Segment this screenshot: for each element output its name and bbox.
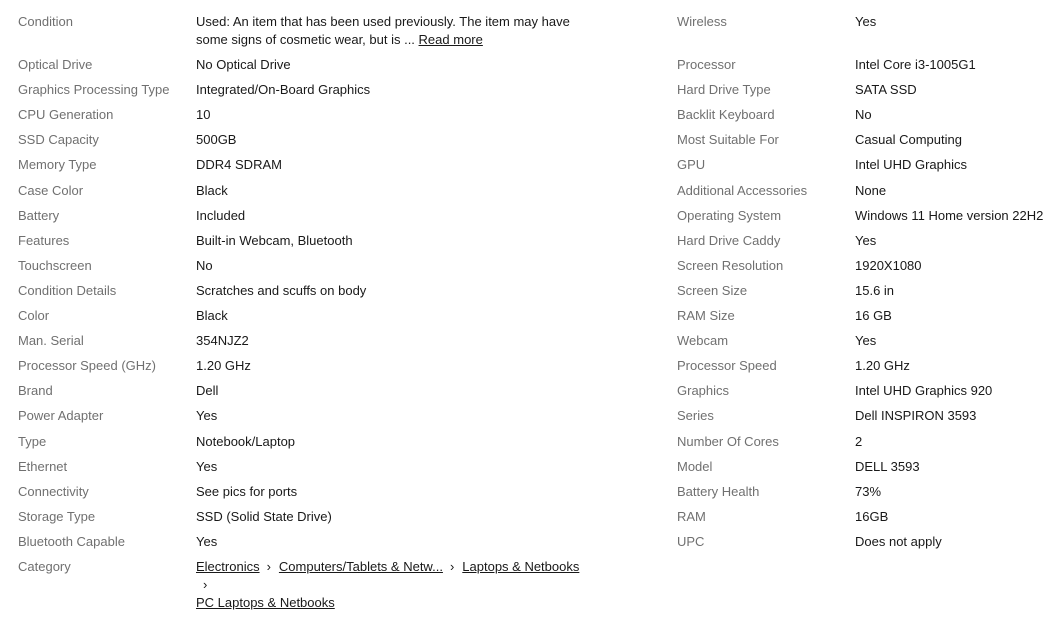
spec-value-text: 16 GB bbox=[855, 308, 892, 324]
spec-row-backlit-keyboard bbox=[677, 106, 1054, 124]
spec-label: Operating System bbox=[677, 207, 782, 223]
breadcrumb-link-pc-laptops-netbooks[interactable]: PC Laptops & Netbooks bbox=[196, 594, 335, 610]
spec-value bbox=[855, 13, 876, 31]
spec-label: Memory Type bbox=[18, 157, 97, 173]
spec-row-memory-type bbox=[18, 156, 658, 174]
spec-value bbox=[196, 508, 596, 526]
breadcrumb-link-laptops-netbooks[interactable]: Laptops & Netbooks bbox=[462, 558, 580, 574]
spec-value bbox=[196, 533, 596, 551]
spec-value-text: No Optical Drive bbox=[196, 57, 291, 73]
spec-label: RAM bbox=[677, 508, 706, 524]
spec-row-condition-details bbox=[18, 282, 658, 300]
spec-row-type bbox=[18, 433, 658, 451]
spec-label: Series bbox=[677, 408, 714, 424]
spec-row-processor-speed-ghz bbox=[18, 357, 658, 375]
chevron-right-icon: › bbox=[203, 576, 208, 592]
spec-label: Webcam bbox=[677, 333, 729, 349]
spec-value-text: Intel UHD Graphics 920 bbox=[855, 383, 993, 399]
spec-label: Wireless bbox=[677, 14, 727, 29]
spec-label: Additional Accessories bbox=[677, 182, 808, 198]
spec-label: Man. Serial bbox=[18, 333, 84, 349]
spec-row-ethernet bbox=[18, 458, 658, 476]
spec-value-text: 1.20 GHz bbox=[196, 358, 251, 374]
spec-value bbox=[855, 533, 942, 551]
spec-value bbox=[196, 232, 596, 250]
spec-value bbox=[855, 332, 876, 350]
spec-value-text: Dell INSPIRON 3593 bbox=[855, 408, 977, 424]
spec-value-text: Notebook/Laptop bbox=[196, 433, 296, 449]
spec-row-screen-resolution bbox=[677, 257, 1054, 275]
chevron-right-icon: › bbox=[266, 558, 271, 574]
spec-row-ram-size bbox=[677, 307, 1054, 325]
spec-value bbox=[196, 182, 596, 200]
spec-row-man-serial bbox=[18, 332, 658, 350]
spec-value bbox=[196, 382, 596, 400]
spec-row-connectivity bbox=[18, 483, 658, 501]
spec-row-power-adapter bbox=[18, 407, 658, 425]
spec-row-operating-system bbox=[677, 207, 1054, 225]
spec-label: Case Color bbox=[18, 182, 84, 198]
spec-value-text: Windows 11 Home version 22H2 bbox=[855, 207, 1044, 223]
spec-value-text: 500GB bbox=[196, 132, 237, 148]
spec-value bbox=[855, 483, 881, 501]
spec-value-text: Yes bbox=[196, 458, 218, 474]
spec-row-case-color bbox=[18, 182, 658, 200]
spec-value-text: Yes bbox=[196, 533, 218, 549]
spec-value bbox=[855, 508, 888, 526]
spec-row-condition bbox=[18, 13, 658, 49]
spec-value-text: Integrated/On-Board Graphics bbox=[196, 82, 371, 98]
spec-label: Touchscreen bbox=[18, 257, 92, 273]
spec-row-gpu bbox=[677, 156, 1054, 174]
spec-label: Battery Health bbox=[677, 483, 760, 499]
spec-label: Brand bbox=[18, 383, 53, 399]
spec-value bbox=[855, 232, 876, 250]
spec-value bbox=[196, 56, 596, 74]
spec-label: Type bbox=[18, 433, 47, 449]
spec-label: Processor Speed bbox=[677, 358, 777, 374]
spec-value-text: Scratches and scuffs on body bbox=[196, 282, 367, 298]
spec-label: RAM Size bbox=[677, 308, 735, 324]
spec-value-text: Built-in Webcam, Bluetooth bbox=[196, 232, 353, 248]
spec-value-text: See pics for ports bbox=[196, 483, 298, 499]
spec-value bbox=[855, 307, 892, 325]
spec-row-hard-drive-type bbox=[677, 81, 1054, 99]
spec-value-text: Used: An item that has been used previously. The item may have some signs of cosmetic wear, but is ... bbox=[196, 14, 570, 47]
spec-value-text: Black bbox=[196, 308, 228, 324]
spec-row-screen-size bbox=[677, 282, 1054, 300]
spec-value bbox=[855, 458, 920, 476]
spec-value-text: Yes bbox=[855, 232, 877, 248]
breadcrumb-link-electronics[interactable]: Electronics bbox=[196, 558, 260, 574]
spec-value-text: Yes bbox=[855, 333, 877, 349]
spec-value-text: Yes bbox=[196, 408, 218, 424]
spec-value bbox=[855, 433, 862, 451]
spec-row-category bbox=[18, 558, 658, 612]
spec-value bbox=[196, 458, 596, 476]
spec-value bbox=[855, 106, 872, 124]
spec-value bbox=[196, 483, 596, 501]
spec-value-text: Casual Computing bbox=[855, 132, 962, 148]
spec-value bbox=[196, 407, 596, 425]
spec-row-processor bbox=[677, 56, 1054, 74]
spec-value bbox=[196, 207, 596, 225]
spec-row-series bbox=[677, 407, 1054, 425]
spec-value bbox=[855, 131, 962, 149]
spec-row-graphics-processing-type bbox=[18, 81, 658, 99]
spec-label: Backlit Keyboard bbox=[677, 107, 775, 123]
spec-value-text: 16GB bbox=[855, 508, 889, 524]
spec-value-text: Black bbox=[196, 182, 228, 198]
spec-label: Graphics Processing Type bbox=[18, 82, 170, 98]
read-more-link[interactable]: Read more bbox=[418, 32, 483, 47]
spec-row-optical-drive bbox=[18, 56, 658, 74]
spec-value-text: Intel UHD Graphics bbox=[855, 157, 967, 173]
spec-value-text: Included bbox=[196, 207, 246, 223]
spec-label: Screen Resolution bbox=[677, 257, 784, 273]
spec-row-graphics bbox=[677, 382, 1054, 400]
spec-value bbox=[855, 56, 976, 74]
spec-value bbox=[855, 357, 910, 375]
spec-label: Connectivity bbox=[18, 483, 89, 499]
spec-label: SSD Capacity bbox=[18, 132, 99, 148]
spec-value bbox=[196, 156, 596, 174]
chevron-right-icon: › bbox=[449, 558, 455, 574]
spec-row-wireless bbox=[677, 13, 1054, 49]
spec-row-battery-health bbox=[677, 483, 1054, 501]
spec-row-features bbox=[18, 232, 658, 250]
spec-label: Processor bbox=[677, 57, 736, 73]
spec-value-text: 15.6 in bbox=[855, 282, 895, 298]
spec-value-text: 2 bbox=[855, 433, 863, 449]
breadcrumb-link-computers-tablets-netw[interactable]: Computers/Tablets & Netw... bbox=[278, 558, 443, 574]
spec-label: Most Suitable For bbox=[677, 132, 779, 148]
spec-label: Storage Type bbox=[18, 508, 96, 524]
spec-value bbox=[855, 257, 922, 275]
spec-row-brand bbox=[18, 382, 658, 400]
spec-value-text: Does not apply bbox=[855, 533, 942, 549]
spec-label: Model bbox=[677, 458, 713, 474]
spec-label: Bluetooth Capable bbox=[18, 533, 125, 549]
spec-row-model bbox=[677, 458, 1054, 476]
spec-value-text: Intel Core i3-1005G1 bbox=[855, 57, 976, 73]
spec-value bbox=[855, 407, 976, 425]
spec-value bbox=[855, 182, 886, 200]
spec-row-hard-drive-caddy bbox=[677, 232, 1054, 250]
spec-row-processor-speed bbox=[677, 357, 1054, 375]
spec-row-bluetooth-capable bbox=[18, 533, 658, 551]
spec-label: Condition Details bbox=[18, 282, 117, 298]
category-breadcrumb bbox=[196, 558, 596, 612]
spec-row-ssd-capacity bbox=[18, 131, 658, 149]
spec-value-text: Yes bbox=[855, 14, 877, 29]
spec-label: Condition bbox=[18, 14, 73, 29]
spec-value-text: SSD (Solid State Drive) bbox=[196, 508, 332, 524]
spec-value bbox=[855, 156, 967, 174]
spec-value-text: DDR4 SDRAM bbox=[196, 157, 282, 173]
spec-label: CPU Generation bbox=[18, 107, 114, 123]
specs-right-column bbox=[677, 13, 1054, 558]
spec-value-text: 10 bbox=[196, 107, 211, 123]
spec-value bbox=[855, 382, 992, 400]
spec-value bbox=[196, 131, 596, 149]
spec-label: UPC bbox=[677, 533, 705, 549]
spec-value bbox=[196, 357, 596, 375]
spec-row-additional-accessories bbox=[677, 182, 1054, 200]
spec-row-number-of-cores bbox=[677, 433, 1054, 451]
spec-label: Features bbox=[18, 232, 70, 248]
spec-row-ram bbox=[677, 508, 1054, 526]
spec-value-text: DELL 3593 bbox=[855, 458, 920, 474]
spec-row-battery bbox=[18, 207, 658, 225]
spec-label: Processor Speed (GHz) bbox=[18, 358, 156, 374]
spec-row-cpu-generation bbox=[18, 106, 658, 124]
spec-value-text: Dell bbox=[196, 383, 219, 399]
spec-value-text: No bbox=[196, 257, 213, 273]
spec-value bbox=[196, 81, 596, 99]
spec-value bbox=[196, 13, 596, 49]
spec-value bbox=[196, 307, 596, 325]
spec-label: Screen Size bbox=[677, 282, 748, 298]
spec-value bbox=[196, 433, 596, 451]
spec-value-text: 1920X1080 bbox=[855, 257, 922, 273]
spec-value-text: None bbox=[855, 182, 887, 198]
spec-row-storage-type bbox=[18, 508, 658, 526]
spec-label: Power Adapter bbox=[18, 408, 104, 424]
spec-value bbox=[855, 207, 1043, 225]
spec-value bbox=[196, 282, 596, 300]
spec-value bbox=[855, 282, 894, 300]
spec-value bbox=[855, 81, 917, 99]
spec-label: Hard Drive Type bbox=[677, 82, 771, 98]
spec-label: GPU bbox=[677, 157, 706, 173]
spec-value-text: 73% bbox=[855, 483, 882, 499]
spec-label: Hard Drive Caddy bbox=[677, 232, 781, 248]
spec-row-touchscreen bbox=[18, 257, 658, 275]
spec-label: Number Of Cores bbox=[677, 433, 779, 449]
spec-row-webcam bbox=[677, 332, 1054, 350]
spec-label: Battery bbox=[18, 207, 60, 223]
spec-row-most-suitable-for bbox=[677, 131, 1054, 149]
spec-value-text: SATA SSD bbox=[855, 82, 917, 98]
spec-row-upc bbox=[677, 533, 1054, 551]
spec-value bbox=[196, 106, 596, 124]
spec-label: Ethernet bbox=[18, 458, 68, 474]
spec-value-text: 1.20 GHz bbox=[855, 358, 910, 374]
specs-left-column bbox=[18, 13, 658, 619]
spec-label: Category bbox=[18, 558, 71, 574]
spec-value bbox=[196, 257, 596, 275]
spec-row-color bbox=[18, 307, 658, 325]
spec-value-text: No bbox=[855, 107, 872, 123]
spec-label: Graphics bbox=[677, 383, 730, 399]
spec-label: Optical Drive bbox=[18, 57, 93, 73]
spec-value-text: 354NJZ2 bbox=[196, 333, 249, 349]
spec-label: Color bbox=[18, 308, 50, 324]
spec-value bbox=[196, 332, 596, 350]
